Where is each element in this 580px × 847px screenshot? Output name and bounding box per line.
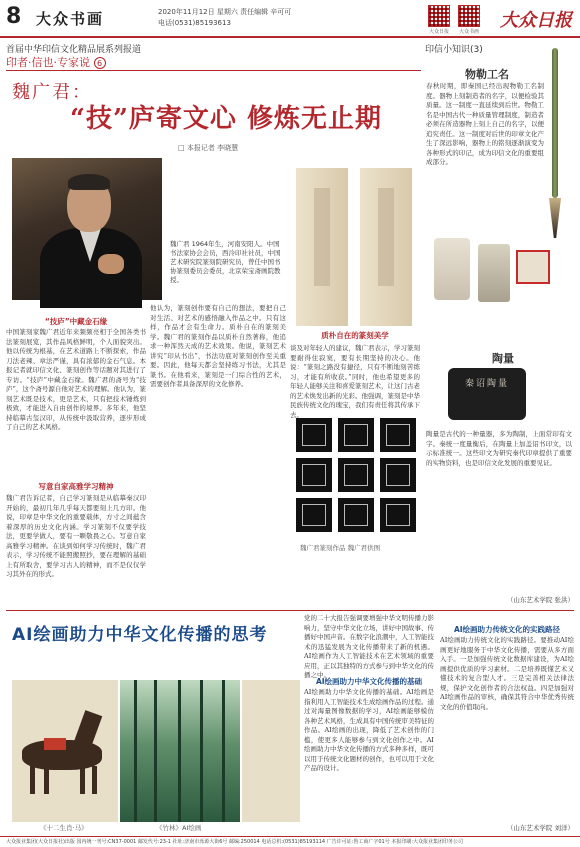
ai-headline: AI绘画助力中华文化传播的思考 xyxy=(12,625,268,645)
article-text: 他认为，篆刻创作要有自己的想法，要把自己对生活、对艺术的感悟融入作品之中。只有这样，作品才会有生命力。质朴自在的篆刻美学。魏广君的篆刻作品以质朴自然著称，他追求一种浑然天成的艺术效果。他说，篆刻艺术讲究“印从书出”，书法功底对篆刻创作至关重要。因此，他每天都会坚持练习书法，尤其是篆书。在他看来，篆刻是一门综合性的艺术，需要创作者具备深厚的文化修养。 xyxy=(150,304,286,388)
sidebar-title: 陶量 xyxy=(492,352,514,365)
image-caption: 《十二生肖·马》 xyxy=(40,824,88,832)
article-text: 党的二十大报告强调要增强中华文明传播力影响力，坚守中华文化立场，讲好中国故事、传播好中国声音。在数字化浪潮中，人工智能技术的迅猛发展为文化传播带来了新的机遇。AI绘画作为人工智能技术在艺术领域的重要应用，正以其独特的方式参与到中华文化的传播之中。 xyxy=(304,614,434,679)
issue-info: 2020年11月12日 星期六 责任编辑 辛可可 xyxy=(158,8,292,16)
artwork-image xyxy=(354,168,418,326)
image-caption: 《竹林》AI绘画 xyxy=(156,824,202,832)
article-text: AI绘画助力中华文化传播的基础。AI绘画是指利用人工智能技术生成绘画作品的过程。通过对海量图像数据的学习，AI绘画能够模仿各种艺术风格，生成具有中国传统审美特征的作品。AI绘画的出现，降低了艺术创作的门槛，使更多人能够参与到文化创作之中。AI绘画助力中华文化传播的方式多种多样，既可以用于传统文化题材的创作，也可以用于文化产品的设计。 xyxy=(304,688,434,772)
subhead: “技庐”中藏金石缘 xyxy=(44,317,108,326)
series-kicker: 首届中华印信文化精品展系列报道 xyxy=(6,45,142,55)
article-text: 谈及对年轻人的建议，魏广君表示，学习篆刻要耐得住寂寞，要有长期坚持的决心。他说：“篆刻之路没有捷径，只有不断地刻苦练习，才能有所收获。”同时，他也希望更多的年轻人能够关注和喜爱篆刻艺术，让这门古老的艺术焕发出新的光彩。他强调，篆刻是中华民族传统文化的瑰宝，我们有责任将其传承下去。 xyxy=(290,344,420,419)
qr-code-icon xyxy=(458,5,480,27)
red-seal-image xyxy=(516,250,550,284)
headline-lead: 魏广君： xyxy=(12,82,92,103)
brush-image xyxy=(548,48,562,238)
sidebar-credit: （山东艺术学院 张洪） xyxy=(506,596,574,604)
masthead xyxy=(0,0,580,38)
artist-bio: 魏广君 1964年生，河南安阳人。中国书法家协会会员，西泠印社社员，中国艺术研究院篆刻院研究员，曾任中国书协篆刻委员会委员，北京荣宝斋画院教授。 xyxy=(170,240,281,284)
seal-caption: 魏广君篆刻作品 魏广君供图 xyxy=(300,544,381,552)
portrait-photo xyxy=(12,158,162,300)
footer: 大众报业集团(大众日报社)出版 国内统一刊号:CN37-0001 邮发代号:23-1 社址:济南市泺源大街6号 邮编:250014 电话总机:(0531)85193114 广告许可证:鲁工商广字01号 本报印刷:大众报业集团印务公司 xyxy=(0,836,580,847)
byline: □ 本报记者 李晓慧 xyxy=(178,144,239,152)
artwork-image xyxy=(290,168,354,326)
subhead: AI绘画助力中华文化传播的基础 xyxy=(315,677,423,686)
qr-code-icon xyxy=(428,5,450,27)
article-text: 中国篆刻家魏广君近年来频频亮相于全国各类书法篆刻展览，其作品风格鲜明，个人面貌突出。他以传统为根基，在艺术道路上不断探索，作品刀法老辣、章法严谨，具有浓郁的金石气息。本报记者就印信文化、篆刻创作等话题对其进行了专访。“技庐”中藏金石缘。魏广君的斋号为“技庐”，这个斋号源自他对艺术的理解。他认为，篆刻艺术既是技术，更是艺术，只有把技术锤炼到极致，才能进入自由创作的境界。多年来，他坚持临摹古玺汉印，从传统中汲取营养，逐步形成了自己的艺术风格。 xyxy=(6,328,146,431)
section-title: 大众书画 xyxy=(36,10,105,28)
sidebar-title: 物勒工名 xyxy=(465,68,509,81)
subhead: 质朴自在的篆刻美学 xyxy=(321,331,389,340)
sidebar-text: 陶量是古代的一种量器，多为陶制，上面常印有文字。秦统一度量衡后，在陶量上加盖诏书印文，以示标准统一。这些印文为研究秦代印章提供了重要的实物资料，也是印信文化发展的重要见证。 xyxy=(426,430,572,467)
headline: “技”庐寄文心 修炼无止期 xyxy=(70,104,382,134)
article-text: AI绘画助力传统文化的实践路径。要推动AI绘画更好地服务于中华文化传播，需要从多方面入手。一是加强传统文化数据库建设，为AI绘画提供优质的学习素材。二是培养既懂艺术又懂技术的复合型人才。三是完善相关法律法规，保护文化创作者的合法权益。四是加强对AI绘画作品的审核，确保其符合中华优秀传统文化的价值取向。 xyxy=(440,636,574,711)
qr-caption: 大众书画 xyxy=(458,29,479,35)
pottery-inscription: 秦诏陶量 xyxy=(464,379,509,389)
column-tag xyxy=(6,54,106,70)
column-tag-text: 印者·信也·专家说 xyxy=(6,56,90,69)
divider xyxy=(6,610,574,611)
sidebar-text: 春秋时期，即秦国已经出现物勒工名制度。器物上刻制造者的名字，以便检验其质量。这一制度一直延续到后世。物勒工名是中国古代一种质量管理制度，制造者必须在所造器物上刻上自己的名字，以便追究责任。这一制度对后世的印章文化产生了深远影响，器物上的铭刻逐渐演变为各种形式的印记，成为印信文化的重要组成部分。 xyxy=(426,82,544,166)
article-text: 魏广君告诉记者，自己学习篆刻是从临摹秦汉印开始的，最初几年几乎每天都要刻上几方印。他说，印章是中华文化的重要载体，方寸之间蕴含着深厚的历史文化内涵。学习篆刻不仅要学技法，更要学做人，要有一颗敬畏之心。写意自家高雅学习精神。在谈到如何学习传统时，魏广君表示，学习传统不能照搬照抄，要在理解的基础上有所取舍，要学习古人的精神，而不是仅仅学习其外在的形式。 xyxy=(6,494,146,578)
column-number: 6 xyxy=(94,57,106,69)
seal-image xyxy=(478,244,510,302)
subhead: 写意自家高雅学习精神 xyxy=(38,482,114,491)
ai-credit: （山东艺术学院 刘洋） xyxy=(506,824,574,832)
newspaper-logo: 大众日报 xyxy=(500,10,572,31)
seal-artworks xyxy=(292,418,422,538)
phone-info: 电话(0531)85193613 xyxy=(158,19,231,27)
qr-caption: 大众日报 xyxy=(428,29,449,35)
seal-image xyxy=(434,238,470,300)
subhead: AI绘画助力传统文化的实践路径 xyxy=(453,625,561,634)
ai-image xyxy=(242,680,300,822)
ai-bamboo-image xyxy=(120,680,240,822)
divider xyxy=(6,70,421,71)
sidebar-label: 印信小知识(3) xyxy=(425,45,483,55)
page-number: 8 xyxy=(6,4,22,29)
